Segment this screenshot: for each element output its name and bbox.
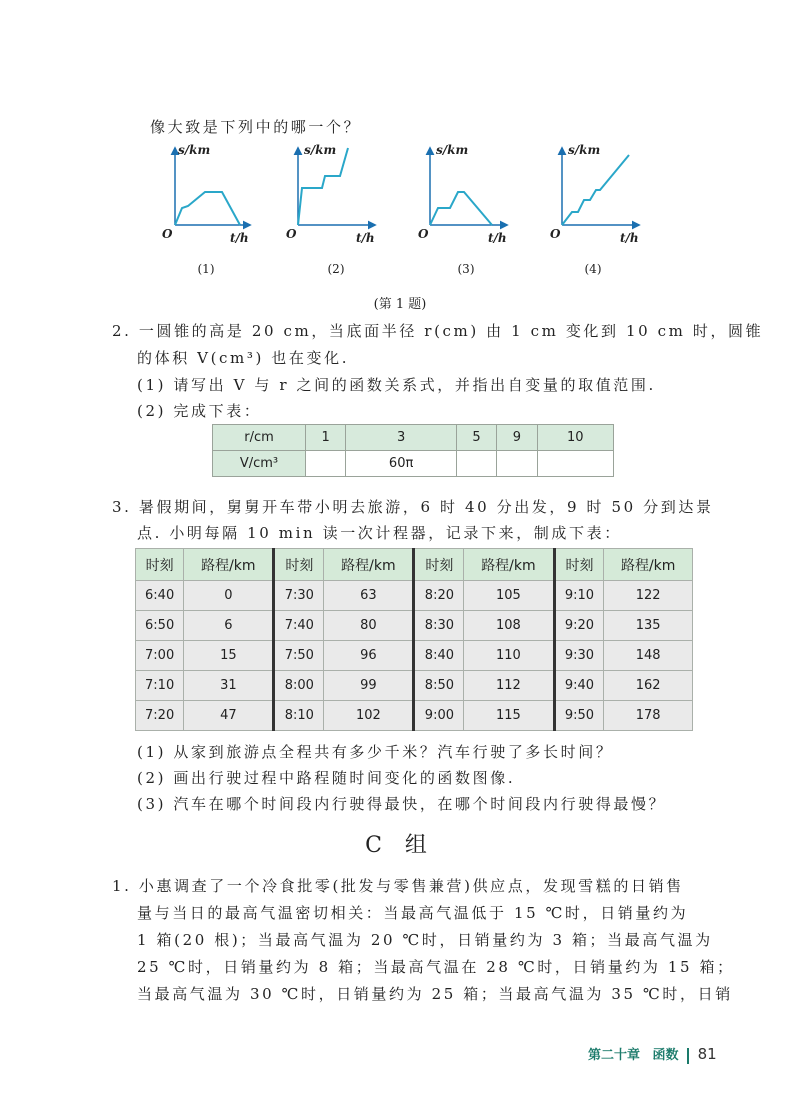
- table-cell: 8:20: [414, 581, 464, 611]
- t-axis-label: t/h: [488, 231, 507, 245]
- table-row: [136, 611, 693, 641]
- table-cell: 178: [604, 701, 693, 731]
- table-cell: 80: [324, 611, 414, 641]
- c1-line-4: 25 ℃时，日销量约为 8 箱；当最高气温在 28 ℃时，日销量约为 15 箱；: [137, 958, 735, 976]
- table-cell: 8:50: [414, 671, 464, 701]
- c1-line-3: 1 箱(20 根)；当最高气温为 20 ℃时，日销量约为 3 箱；当最高气温为: [137, 931, 713, 949]
- table-cell: 3: [346, 425, 456, 451]
- s-axis-label: s/km: [178, 143, 211, 157]
- table-cell: 8:40: [414, 641, 464, 671]
- header-time: 时刻: [414, 549, 464, 581]
- table-cell: 7:40: [274, 611, 324, 641]
- table-cell: 5: [456, 425, 496, 451]
- q3-line-1: 3. 暑假期间，舅舅开车带小明去旅游，6 时 40 分出发，9 时 50 分到达景: [112, 498, 714, 516]
- origin-label: O: [162, 227, 173, 241]
- graph-2: [286, 143, 375, 245]
- curve-4: [562, 155, 629, 225]
- origin-label: O: [286, 227, 297, 241]
- table-cell: 9:00: [414, 701, 464, 731]
- table-cell: 135: [604, 611, 693, 641]
- page-footer: [588, 1044, 717, 1064]
- volume-table: [212, 424, 614, 477]
- t-axis-label: t/h: [356, 231, 375, 245]
- table-cell: 105: [464, 581, 554, 611]
- table-cell: [497, 451, 537, 477]
- c1-line-5: 当最高气温为 30 ℃时，日销量约为 25 箱；当最高气温为 35 ℃时，日销: [137, 985, 733, 1003]
- graph-1-label: (1): [197, 262, 215, 276]
- curve-3: [430, 192, 492, 225]
- origin-label: O: [418, 227, 429, 241]
- graph-1: [162, 143, 250, 245]
- table-cell: 1: [306, 425, 346, 451]
- table-cell: 96: [324, 641, 414, 671]
- table-cell: 115: [464, 701, 554, 731]
- q3-sub-1: (1) 从家到旅游点全程共有多少千米？汽车行驶了多长时间？: [137, 743, 614, 761]
- table-row: [136, 701, 693, 731]
- q2-sub-2: (2) 完成下表：: [137, 402, 262, 420]
- q3-line-2: 点. 小明每隔 10 min 读一次计程器，记录下来，制成下表：: [137, 524, 622, 542]
- table-row: [136, 641, 693, 671]
- origin-label: O: [550, 227, 561, 241]
- question-1-tail: 像大致是下列中的哪一个？: [150, 118, 362, 136]
- table-cell: 47: [184, 701, 274, 731]
- table-cell: 102: [324, 701, 414, 731]
- c1-line-1: 1. 小惠调查了一个冷食批零(批发与零售兼营)供应点，发现雪糕的日销售: [112, 877, 684, 895]
- table-cell: [306, 451, 346, 477]
- table-cell: 60π: [346, 451, 456, 477]
- table-cell: 0: [184, 581, 274, 611]
- graph-3: [418, 143, 507, 245]
- table-cell: 6: [184, 611, 274, 641]
- table-cell: 8:30: [414, 611, 464, 641]
- header-distance: 路程/km: [184, 549, 274, 581]
- table-cell: [537, 451, 613, 477]
- table-cell: 7:00: [136, 641, 184, 671]
- q3-sub-2: (2) 画出行驶过程中路程随时间变化的函数图像.: [137, 769, 516, 787]
- table-cell: [456, 451, 496, 477]
- graph-4: [550, 143, 639, 245]
- table-cell: 6:40: [136, 581, 184, 611]
- table-cell: 8:10: [274, 701, 324, 731]
- chapter-title: 函数: [652, 1048, 679, 1063]
- table-cell: 9:20: [554, 611, 604, 641]
- table-cell: 112: [464, 671, 554, 701]
- table-row: [213, 425, 614, 451]
- header-distance: 路程/km: [604, 549, 693, 581]
- footer-divider: [687, 1048, 689, 1064]
- table-cell: 31: [184, 671, 274, 701]
- q3-sub-3: (3) 汽车在哪个时间段内行驶得最快，在哪个时间段内行驶得最慢？: [137, 795, 667, 813]
- table-header: V/cm³: [213, 451, 306, 477]
- table-row: [136, 671, 693, 701]
- table-cell: 8:00: [274, 671, 324, 701]
- table-cell: 63: [324, 581, 414, 611]
- graph-2-label: (2): [327, 262, 345, 276]
- curve-1: [175, 192, 240, 225]
- table-cell: 9:40: [554, 671, 604, 701]
- header-time: 时刻: [136, 549, 184, 581]
- table-cell: 122: [604, 581, 693, 611]
- table-header-row: [136, 549, 693, 581]
- table-cell: 162: [604, 671, 693, 701]
- table-cell: 7:50: [274, 641, 324, 671]
- table-cell: 148: [604, 641, 693, 671]
- s-axis-label: s/km: [304, 143, 337, 157]
- q2-line-1: 2. 一圆锥的高是 20 cm，当底面半径 r(cm) 由 1 cm 变化到 10 cm 时，圆锥: [112, 322, 764, 340]
- page-number: 81: [697, 1045, 717, 1063]
- c1-line-2: 量与当日的最高气温密切相关：当最高气温低于 15 ℃时，日销量约为: [137, 904, 689, 922]
- header-time: 时刻: [554, 549, 604, 581]
- s-axis-label: s/km: [436, 143, 469, 157]
- table-cell: 10: [537, 425, 613, 451]
- table-header: r/cm: [213, 425, 306, 451]
- table-cell: 110: [464, 641, 554, 671]
- table-cell: 108: [464, 611, 554, 641]
- table-cell: 15: [184, 641, 274, 671]
- table-cell: 7:30: [274, 581, 324, 611]
- table-row: [136, 581, 693, 611]
- header-distance: 路程/km: [324, 549, 414, 581]
- table-row: [213, 451, 614, 477]
- table-cell: 99: [324, 671, 414, 701]
- curve-2: [298, 148, 348, 225]
- chapter-label: 第二十章: [588, 1048, 641, 1063]
- figure-caption: (第 1 题): [373, 297, 427, 312]
- table-cell: 7:20: [136, 701, 184, 731]
- section-heading: C 组: [365, 833, 435, 858]
- t-axis-label: t/h: [620, 231, 639, 245]
- table-cell: 7:10: [136, 671, 184, 701]
- graph-3-label: (3): [457, 262, 475, 276]
- graph-4-label: (4): [584, 262, 602, 276]
- header-distance: 路程/km: [464, 549, 554, 581]
- table-cell: 9:10: [554, 581, 604, 611]
- table-cell: 9: [497, 425, 537, 451]
- table-cell: 9:30: [554, 641, 604, 671]
- table-cell: 9:50: [554, 701, 604, 731]
- s-axis-label: s/km: [568, 143, 601, 157]
- t-axis-label: t/h: [230, 231, 249, 245]
- odometer-table: [135, 548, 693, 731]
- table-cell: 6:50: [136, 611, 184, 641]
- q2-sub-1: (1) 请写出 V 与 r 之间的函数关系式，并指出自变量的取值范围.: [137, 376, 656, 394]
- q2-line-2: 的体积 V(cm³) 也在变化.: [137, 349, 350, 367]
- header-time: 时刻: [274, 549, 324, 581]
